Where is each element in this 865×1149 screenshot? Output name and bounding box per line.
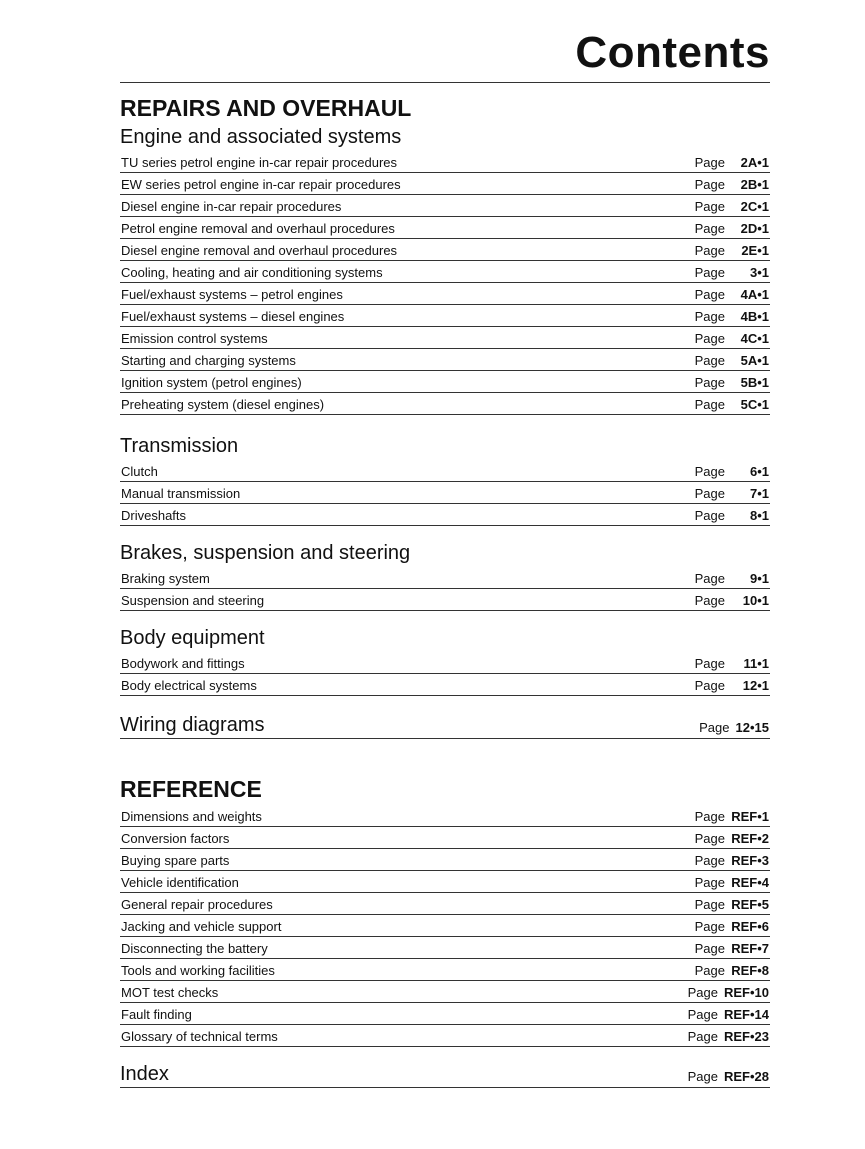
section-title: Brakes, suspension and steering	[120, 542, 411, 564]
toc-entry-wiring-diagrams[interactable]	[120, 710, 770, 739]
toc-entry-label: Diesel engine in-car repair procedures	[121, 199, 342, 214]
page-word: Page	[694, 243, 725, 258]
page-ref	[688, 1028, 770, 1046]
page-ref	[695, 286, 770, 304]
toc-entry[interactable]	[120, 849, 770, 871]
page-ref	[695, 852, 770, 870]
toc-entry[interactable]	[120, 151, 770, 173]
toc-entry-label: EW series petrol engine in-car repair procedures	[121, 177, 401, 192]
page-ref	[695, 485, 770, 503]
toc-entry[interactable]	[120, 1025, 770, 1047]
toc-entry[interactable]	[120, 805, 770, 827]
page-word: Page	[694, 353, 725, 368]
toc-entry[interactable]	[120, 393, 770, 415]
page-ref	[695, 592, 770, 610]
page-ref	[695, 570, 770, 588]
page-number: REF•4	[731, 875, 769, 890]
page-number: 4A•1	[740, 287, 769, 302]
page-ref	[695, 396, 770, 414]
page-ref	[695, 830, 770, 848]
toc-entry-label: Starting and charging systems	[121, 353, 296, 368]
page-ref	[695, 940, 770, 958]
page-ref	[695, 463, 770, 481]
toc-entry-index[interactable]	[120, 1059, 770, 1088]
toc-entry-label: Dimensions and weights	[121, 809, 262, 824]
toc-entry-label: Glossary of technical terms	[121, 1029, 278, 1044]
page-ref	[688, 984, 770, 1002]
toc-entry[interactable]	[120, 589, 770, 611]
page-word: Page	[694, 375, 725, 390]
toc-entry-label: Preheating system (diesel engines)	[121, 397, 325, 412]
toc-entry-label: Cooling, heating and air conditioning systems	[121, 265, 383, 280]
page-number: 5C•1	[740, 397, 769, 412]
page-word: Page	[694, 199, 725, 214]
toc-entry-label: Fault finding	[121, 1007, 192, 1022]
toc-entry-label: Manual transmission	[121, 486, 241, 501]
toc-entry-label: Ignition system (petrol engines)	[121, 375, 302, 390]
page-word: Page	[694, 486, 725, 501]
page-word: Page	[694, 809, 725, 824]
page-word: Page	[694, 571, 725, 586]
page-word: Page	[694, 678, 725, 693]
page-ref	[695, 198, 770, 216]
page-number: 12•15	[735, 720, 769, 735]
page-number: 2B•1	[740, 177, 769, 192]
title-rule	[120, 82, 770, 83]
toc-entry-label: Conversion factors	[121, 831, 230, 846]
page-number: 2E•1	[741, 243, 769, 258]
page-number: 12•1	[742, 678, 769, 693]
page-word: Page	[694, 919, 725, 934]
repairs-sections	[120, 124, 770, 696]
toc-section	[120, 625, 770, 696]
page-word: Page	[687, 985, 718, 1000]
page-number: REF•7	[731, 941, 769, 956]
page-word: Page	[694, 853, 725, 868]
toc-entry[interactable]	[120, 283, 770, 305]
page-number: 7•1	[749, 486, 769, 501]
page-ref	[695, 330, 770, 348]
page-ref	[695, 896, 770, 914]
toc-entry-label: Clutch	[121, 464, 158, 479]
toc-section	[120, 540, 770, 611]
toc-entry[interactable]	[120, 893, 770, 915]
toc-entry-label: Suspension and steering	[121, 593, 265, 608]
page-number: REF•10	[723, 985, 769, 1000]
page-number: REF•6	[731, 919, 769, 934]
toc-entry-label: Disconnecting the battery	[121, 941, 268, 956]
page-word: Page	[694, 155, 725, 170]
page-number: 8•1	[749, 508, 769, 523]
toc-entry[interactable]	[120, 652, 770, 674]
page-title: Contents	[575, 28, 770, 77]
page-word: Page	[699, 720, 730, 735]
page-word: Page	[694, 177, 725, 192]
page-word: Page	[694, 508, 725, 523]
toc-entry[interactable]	[120, 567, 770, 589]
section-title: Engine and associated systems	[120, 126, 402, 148]
page-word: Page	[687, 1069, 718, 1084]
toc-entry[interactable]	[120, 981, 770, 1003]
toc-entry-label: Vehicle identification	[121, 875, 239, 890]
toc-entry[interactable]	[120, 305, 770, 327]
contents-body	[120, 92, 770, 1088]
section-title-wiring: Wiring diagrams	[120, 714, 265, 736]
page-word: Page	[694, 397, 725, 412]
toc-entry[interactable]	[120, 959, 770, 981]
toc-entry-label: Buying spare parts	[121, 853, 230, 868]
page-ref	[695, 655, 770, 673]
toc-entry[interactable]	[120, 871, 770, 893]
page-number: 4C•1	[740, 331, 769, 346]
section-title-index: Index	[120, 1063, 169, 1085]
page-number: 11•1	[743, 656, 769, 671]
page-word: Page	[687, 1007, 718, 1022]
toc-entry-label: Braking system	[121, 571, 210, 586]
page-ref	[695, 374, 770, 392]
toc-entry[interactable]	[120, 937, 770, 959]
toc-entry[interactable]	[120, 915, 770, 937]
page-word: Page	[694, 464, 725, 479]
page-word: Page	[694, 656, 725, 671]
toc-entry[interactable]	[120, 239, 770, 261]
page-ref	[695, 308, 770, 326]
page-word: Page	[694, 897, 725, 912]
toc-entry[interactable]	[120, 371, 770, 393]
page-ref	[695, 507, 770, 525]
page-word: Page	[694, 331, 725, 346]
page-ref	[695, 808, 770, 826]
page-word: Page	[687, 1029, 718, 1044]
page-number: REF•3	[731, 853, 769, 868]
toc-entry[interactable]	[120, 217, 770, 239]
toc-section	[120, 433, 770, 526]
page-number: 5B•1	[740, 375, 769, 390]
section-title: Transmission	[120, 435, 239, 457]
page-ref	[695, 962, 770, 980]
page-number: 9•1	[749, 571, 769, 586]
page-ref	[695, 176, 770, 194]
section-title: Body equipment	[120, 627, 265, 649]
page-number: 10•1	[742, 593, 769, 608]
page-ref	[695, 154, 770, 172]
page-ref	[688, 1069, 770, 1087]
page-number: 2A•1	[740, 155, 769, 170]
page-number: REF•2	[731, 831, 769, 846]
toc-entry[interactable]	[120, 674, 770, 696]
toc-entry[interactable]	[120, 827, 770, 849]
toc-entry[interactable]	[120, 349, 770, 371]
toc-entry-label: Driveshafts	[121, 508, 187, 523]
page-ref	[695, 264, 770, 282]
toc-entry-label: Petrol engine removal and overhaul procedures	[121, 221, 395, 236]
toc-entry-label: General repair procedures	[121, 897, 273, 912]
page-word: Page	[694, 265, 725, 280]
toc-entry[interactable]	[120, 327, 770, 349]
page-ref	[695, 242, 770, 260]
page-number: 6•1	[749, 464, 769, 479]
toc-entry[interactable]	[120, 261, 770, 283]
toc-entry-label: Jacking and vehicle support	[121, 919, 282, 934]
page-ref	[695, 352, 770, 370]
page-number: REF•23	[723, 1029, 769, 1044]
toc-entry[interactable]	[120, 195, 770, 217]
toc-entry[interactable]	[120, 504, 770, 526]
toc-entry-label: MOT test checks	[121, 985, 219, 1000]
page-number: REF•1	[731, 809, 769, 824]
toc-entry-label: Bodywork and fittings	[121, 656, 245, 671]
toc-entry-label: Body electrical systems	[121, 678, 257, 693]
toc-entry-label: TU series petrol engine in-car repair procedures	[121, 155, 398, 170]
reference-items	[120, 805, 770, 1047]
toc-entry-label: Fuel/exhaust systems – diesel engines	[121, 309, 345, 324]
toc-entry[interactable]	[120, 173, 770, 195]
page-word: Page	[694, 941, 725, 956]
page-number: 3•1	[749, 265, 769, 280]
part-heading-reference: REFERENCE	[120, 776, 262, 802]
page-number: REF•14	[723, 1007, 769, 1022]
toc-entry-label: Diesel engine removal and overhaul procedures	[121, 243, 398, 258]
toc-entry[interactable]	[120, 1003, 770, 1025]
toc-entry-label: Fuel/exhaust systems – petrol engines	[121, 287, 343, 302]
page-word: Page	[694, 309, 725, 324]
page-ref	[695, 677, 770, 695]
page-word: Page	[694, 875, 725, 890]
page-word: Page	[694, 963, 725, 978]
page-word: Page	[694, 221, 725, 236]
page-number: REF•28	[723, 1069, 769, 1084]
page-ref	[699, 720, 770, 738]
page-number: 5A•1	[740, 353, 769, 368]
page-number: 2C•1	[740, 199, 769, 214]
toc-section	[120, 124, 770, 415]
page-number: REF•8	[731, 963, 769, 978]
page-word: Page	[694, 593, 725, 608]
page-word: Page	[694, 287, 725, 302]
page-number: 2D•1	[740, 221, 769, 236]
toc-entry-label: Tools and working facilities	[121, 963, 275, 978]
part-heading-repairs: REPAIRS AND OVERHAUL	[120, 95, 412, 121]
page-number: 4B•1	[740, 309, 769, 324]
page-ref	[695, 874, 770, 892]
toc-entry[interactable]	[120, 460, 770, 482]
page-word: Page	[694, 831, 725, 846]
toc-entry[interactable]	[120, 482, 770, 504]
page-number: REF•5	[731, 897, 769, 912]
page-ref	[695, 220, 770, 238]
page-ref	[695, 918, 770, 936]
toc-entry-label: Emission control systems	[121, 331, 268, 346]
page-ref	[688, 1006, 770, 1024]
